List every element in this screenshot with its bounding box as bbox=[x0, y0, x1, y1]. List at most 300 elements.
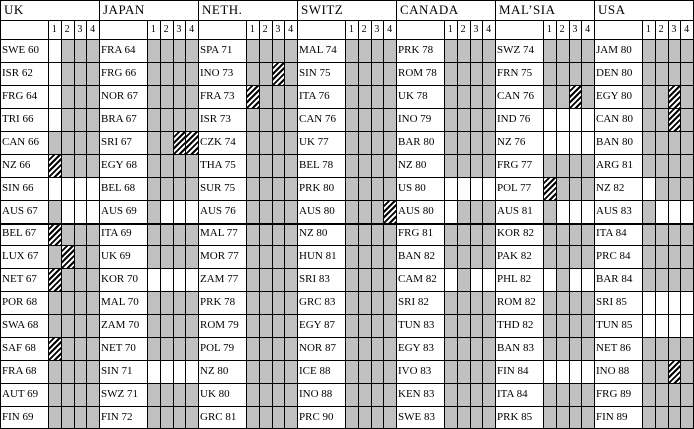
empty-cell bbox=[569, 200, 582, 223]
entry-label: NZ 66 bbox=[2, 158, 31, 171]
shaded-cell bbox=[680, 108, 693, 131]
entry-label: FRG 81 bbox=[398, 227, 434, 240]
shaded-cell bbox=[482, 154, 495, 177]
shaded-cell bbox=[581, 177, 594, 200]
shaded-cell bbox=[556, 177, 569, 200]
entry-label: MAL 77 bbox=[200, 227, 238, 240]
entry-label: FRN 75 bbox=[497, 66, 533, 79]
entry-label: JAM 80 bbox=[596, 43, 632, 56]
shaded-cell bbox=[668, 223, 681, 246]
shaded-cell bbox=[272, 85, 285, 108]
entry-label: INO 88 bbox=[596, 365, 630, 378]
grid-line bbox=[495, 0, 496, 429]
entry-label: INO 79 bbox=[398, 112, 432, 125]
shaded-cell bbox=[185, 291, 198, 314]
entry-label: BAR 84 bbox=[596, 273, 633, 286]
shaded-cell bbox=[482, 291, 495, 314]
empty-cell bbox=[581, 131, 594, 154]
shaded-cell bbox=[457, 200, 470, 223]
entry-label: ISR 62 bbox=[2, 66, 33, 79]
team-header: CANADA bbox=[400, 2, 459, 17]
shaded-cell bbox=[543, 337, 556, 360]
empty-cell bbox=[444, 268, 457, 291]
shaded-cell bbox=[86, 268, 99, 291]
shaded-cell bbox=[482, 360, 495, 383]
shaded-cell bbox=[246, 291, 259, 314]
entry-label: UK 80 bbox=[200, 388, 230, 401]
shaded-cell bbox=[185, 383, 198, 406]
empty-cell bbox=[655, 314, 668, 337]
shaded-cell bbox=[61, 406, 74, 429]
entry-label: KEN 83 bbox=[398, 388, 435, 401]
shaded-cell bbox=[371, 383, 384, 406]
shaded-cell bbox=[383, 383, 396, 406]
team-header: NETH. bbox=[202, 2, 243, 17]
shaded-cell bbox=[543, 223, 556, 246]
shaded-cell bbox=[444, 337, 457, 360]
grid-line bbox=[0, 383, 694, 384]
shaded-cell bbox=[147, 200, 160, 223]
shaded-cell bbox=[185, 39, 198, 62]
entry-label: NZ 76 bbox=[497, 135, 526, 148]
shaded-cell bbox=[569, 406, 582, 429]
shaded-cell bbox=[86, 337, 99, 360]
entry-label: FRA 68 bbox=[2, 365, 37, 378]
shaded-cell bbox=[358, 383, 371, 406]
shaded-cell bbox=[470, 62, 483, 85]
shaded-cell bbox=[444, 108, 457, 131]
empty-cell bbox=[61, 177, 74, 200]
shaded-cell bbox=[556, 85, 569, 108]
shaded-cell bbox=[61, 360, 74, 383]
shaded-cell bbox=[470, 85, 483, 108]
shaded-cell bbox=[556, 383, 569, 406]
shaded-cell bbox=[556, 291, 569, 314]
empty-cell bbox=[48, 85, 61, 108]
empty-cell bbox=[48, 62, 61, 85]
team-header: UK bbox=[4, 2, 24, 17]
shaded-cell bbox=[457, 268, 470, 291]
empty-cell bbox=[482, 177, 495, 200]
shaded-cell bbox=[284, 154, 297, 177]
entry-label: TUN 85 bbox=[596, 319, 633, 332]
shaded-cell bbox=[383, 245, 396, 268]
shaded-cell bbox=[284, 291, 297, 314]
shaded-cell bbox=[655, 223, 668, 246]
empty-cell bbox=[569, 108, 582, 131]
entry-label: NET 67 bbox=[2, 273, 37, 286]
empty-cell bbox=[680, 314, 693, 337]
grid-line bbox=[0, 108, 694, 109]
quarter-number: 4 bbox=[486, 24, 492, 35]
shaded-cell bbox=[383, 223, 396, 246]
shaded-cell bbox=[345, 154, 358, 177]
shaded-cell bbox=[668, 383, 681, 406]
shaded-cell bbox=[185, 223, 198, 246]
shaded-cell bbox=[581, 223, 594, 246]
quarter-number: 2 bbox=[64, 24, 70, 35]
shaded-cell bbox=[581, 245, 594, 268]
grid-line bbox=[0, 0, 694, 1]
shaded-cell bbox=[543, 154, 556, 177]
shaded-cell bbox=[444, 291, 457, 314]
shaded-cell bbox=[470, 314, 483, 337]
shaded-cell bbox=[284, 245, 297, 268]
shaded-cell bbox=[383, 337, 396, 360]
entry-label: AUS 76 bbox=[200, 204, 236, 217]
shaded-cell bbox=[284, 383, 297, 406]
entry-label: POR 68 bbox=[2, 296, 38, 309]
hatched-cell bbox=[185, 131, 198, 154]
quarter-number: 1 bbox=[51, 24, 57, 35]
shaded-cell bbox=[185, 406, 198, 429]
quarter-number: 2 bbox=[163, 24, 169, 35]
quarter-number: 4 bbox=[90, 24, 96, 35]
shaded-cell bbox=[383, 314, 396, 337]
shaded-cell bbox=[470, 406, 483, 429]
shaded-cell bbox=[147, 223, 160, 246]
grid-line bbox=[0, 406, 694, 407]
shaded-cell bbox=[160, 245, 173, 268]
shaded-cell bbox=[482, 108, 495, 131]
shaded-cell bbox=[556, 337, 569, 360]
entry-label: PRK 78 bbox=[398, 43, 434, 56]
shaded-cell bbox=[383, 268, 396, 291]
hatched-cell bbox=[543, 177, 556, 200]
shaded-cell bbox=[61, 62, 74, 85]
shaded-cell bbox=[581, 406, 594, 429]
shaded-cell bbox=[74, 39, 87, 62]
shaded-cell bbox=[383, 108, 396, 131]
shaded-cell bbox=[185, 85, 198, 108]
entry-label: ITA 69 bbox=[101, 227, 132, 240]
shaded-cell bbox=[345, 291, 358, 314]
shaded-cell bbox=[86, 360, 99, 383]
shaded-cell bbox=[284, 200, 297, 223]
shaded-cell bbox=[569, 223, 582, 246]
shaded-cell bbox=[569, 314, 582, 337]
shaded-cell bbox=[680, 154, 693, 177]
entry-label: EGY 68 bbox=[101, 158, 137, 171]
entry-label: PRK 78 bbox=[200, 296, 236, 309]
shaded-cell bbox=[173, 223, 186, 246]
shaded-cell bbox=[556, 245, 569, 268]
entry-label: SRI 82 bbox=[398, 296, 429, 309]
shaded-cell bbox=[556, 314, 569, 337]
entry-label: EGY 83 bbox=[398, 342, 434, 355]
empty-cell bbox=[543, 131, 556, 154]
shaded-cell bbox=[259, 383, 272, 406]
empty-cell bbox=[581, 268, 594, 291]
shaded-cell bbox=[358, 131, 371, 154]
shaded-cell bbox=[284, 337, 297, 360]
entry-label: IVO 83 bbox=[398, 365, 432, 378]
entry-label: ROM 78 bbox=[398, 66, 437, 79]
shaded-cell bbox=[543, 39, 556, 62]
hatched-cell bbox=[668, 85, 681, 108]
empty-cell bbox=[543, 268, 556, 291]
entry-label: NET 70 bbox=[101, 342, 136, 355]
quarter-number: 4 bbox=[189, 24, 195, 35]
entry-label: SRI 85 bbox=[596, 296, 627, 309]
shaded-cell bbox=[457, 314, 470, 337]
shaded-cell bbox=[61, 108, 74, 131]
shaded-cell bbox=[470, 291, 483, 314]
entry-label: HUN 81 bbox=[299, 250, 337, 263]
empty-cell bbox=[185, 360, 198, 383]
shaded-cell bbox=[543, 200, 556, 223]
empty-cell bbox=[556, 131, 569, 154]
shaded-cell bbox=[668, 39, 681, 62]
empty-cell bbox=[160, 268, 173, 291]
shaded-cell bbox=[444, 245, 457, 268]
shaded-cell bbox=[680, 360, 693, 383]
shaded-cell bbox=[642, 337, 655, 360]
team-header: SWITZ bbox=[301, 2, 344, 17]
shaded-cell bbox=[147, 383, 160, 406]
shaded-cell bbox=[61, 131, 74, 154]
entry-label: FIN 69 bbox=[2, 411, 34, 424]
shaded-cell bbox=[246, 200, 259, 223]
entry-label: MOR 77 bbox=[200, 250, 239, 263]
shaded-cell bbox=[371, 85, 384, 108]
entry-label: KOR 82 bbox=[497, 227, 534, 240]
shaded-cell bbox=[259, 39, 272, 62]
shaded-cell bbox=[444, 62, 457, 85]
shaded-cell bbox=[457, 85, 470, 108]
shaded-cell bbox=[259, 131, 272, 154]
shaded-cell bbox=[457, 108, 470, 131]
shaded-cell bbox=[272, 223, 285, 246]
grid-line bbox=[297, 0, 298, 429]
shaded-cell bbox=[48, 245, 61, 268]
shaded-cell bbox=[358, 85, 371, 108]
grid-line bbox=[0, 223, 694, 225]
hatched-cell bbox=[48, 268, 61, 291]
entry-label: BAN 80 bbox=[596, 135, 633, 148]
quarter-number: 3 bbox=[572, 24, 578, 35]
entry-label: BEL 68 bbox=[101, 181, 136, 194]
quarter-number: 1 bbox=[249, 24, 255, 35]
shaded-cell bbox=[680, 383, 693, 406]
entry-label: PRC 84 bbox=[596, 250, 631, 263]
shaded-cell bbox=[457, 291, 470, 314]
shaded-cell bbox=[259, 291, 272, 314]
shaded-cell bbox=[160, 85, 173, 108]
shaded-cell bbox=[642, 223, 655, 246]
shaded-cell bbox=[147, 337, 160, 360]
grid-line bbox=[0, 0, 1, 429]
shaded-cell bbox=[160, 337, 173, 360]
empty-cell bbox=[444, 177, 457, 200]
shaded-cell bbox=[259, 154, 272, 177]
shaded-cell bbox=[272, 314, 285, 337]
empty-cell bbox=[61, 200, 74, 223]
shaded-cell bbox=[86, 131, 99, 154]
shaded-cell bbox=[185, 314, 198, 337]
grid-line bbox=[0, 245, 694, 246]
shaded-cell bbox=[147, 131, 160, 154]
quarter-number: 2 bbox=[658, 24, 664, 35]
entry-label: FIN 89 bbox=[596, 411, 628, 424]
shaded-cell bbox=[482, 406, 495, 429]
shaded-cell bbox=[272, 108, 285, 131]
shaded-cell bbox=[345, 131, 358, 154]
empty-cell bbox=[680, 291, 693, 314]
shaded-cell bbox=[160, 154, 173, 177]
shaded-cell bbox=[173, 154, 186, 177]
shaded-cell bbox=[482, 223, 495, 246]
shaded-cell bbox=[581, 291, 594, 314]
hatched-cell bbox=[48, 337, 61, 360]
entry-label: SWA 68 bbox=[2, 319, 39, 332]
shaded-cell bbox=[556, 223, 569, 246]
shaded-cell bbox=[246, 268, 259, 291]
shaded-cell bbox=[272, 200, 285, 223]
shaded-cell bbox=[358, 314, 371, 337]
empty-cell bbox=[482, 268, 495, 291]
shaded-cell bbox=[470, 39, 483, 62]
shaded-cell bbox=[246, 360, 259, 383]
shaded-cell bbox=[668, 154, 681, 177]
shaded-cell bbox=[284, 314, 297, 337]
shaded-cell bbox=[160, 223, 173, 246]
quarter-number: 4 bbox=[585, 24, 591, 35]
shaded-cell bbox=[543, 314, 556, 337]
shaded-cell bbox=[160, 177, 173, 200]
shaded-cell bbox=[173, 39, 186, 62]
shaded-cell bbox=[371, 291, 384, 314]
hatched-cell bbox=[246, 85, 259, 108]
empty-cell bbox=[185, 268, 198, 291]
shaded-cell bbox=[642, 360, 655, 383]
shaded-cell bbox=[345, 360, 358, 383]
quarter-number: 2 bbox=[559, 24, 565, 35]
shaded-cell bbox=[371, 223, 384, 246]
shaded-cell bbox=[173, 62, 186, 85]
shaded-cell bbox=[345, 108, 358, 131]
shaded-cell bbox=[246, 337, 259, 360]
entry-label: FRA 73 bbox=[200, 89, 235, 102]
entry-label: ITA 76 bbox=[299, 89, 330, 102]
shaded-cell bbox=[482, 62, 495, 85]
shaded-cell bbox=[444, 131, 457, 154]
empty-cell bbox=[543, 360, 556, 383]
shaded-cell bbox=[457, 62, 470, 85]
shaded-cell bbox=[680, 85, 693, 108]
shaded-cell bbox=[470, 223, 483, 246]
shaded-cell bbox=[358, 337, 371, 360]
shaded-cell bbox=[147, 291, 160, 314]
shaded-cell bbox=[556, 406, 569, 429]
shaded-cell bbox=[259, 223, 272, 246]
entry-label: SIN 71 bbox=[101, 365, 133, 378]
shaded-cell bbox=[246, 383, 259, 406]
team-header: USA bbox=[598, 2, 626, 17]
entry-label: PRK 85 bbox=[497, 411, 533, 424]
shaded-cell bbox=[74, 85, 87, 108]
shaded-cell bbox=[668, 406, 681, 429]
shaded-cell bbox=[74, 314, 87, 337]
shaded-cell bbox=[444, 383, 457, 406]
shaded-cell bbox=[642, 154, 655, 177]
hatched-cell bbox=[48, 154, 61, 177]
entry-label: AUS 67 bbox=[2, 204, 38, 217]
shaded-cell bbox=[680, 268, 693, 291]
shaded-cell bbox=[272, 406, 285, 429]
entry-label: ARG 81 bbox=[596, 158, 633, 171]
shaded-cell bbox=[259, 360, 272, 383]
hatched-cell bbox=[272, 62, 285, 85]
shaded-cell bbox=[160, 406, 173, 429]
grid-line bbox=[396, 0, 397, 429]
entry-label: BAN 82 bbox=[398, 250, 435, 263]
quarter-number: 1 bbox=[447, 24, 453, 35]
entry-label: GRC 83 bbox=[299, 296, 336, 309]
shaded-cell bbox=[444, 360, 457, 383]
entry-label: NZ 82 bbox=[596, 181, 625, 194]
entry-label: PAK 82 bbox=[497, 250, 532, 263]
shaded-cell bbox=[680, 131, 693, 154]
shaded-cell bbox=[272, 245, 285, 268]
shaded-cell bbox=[358, 62, 371, 85]
shaded-cell bbox=[655, 268, 668, 291]
shaded-cell bbox=[371, 39, 384, 62]
shaded-cell bbox=[668, 62, 681, 85]
shaded-cell bbox=[383, 406, 396, 429]
entry-label: UK 69 bbox=[101, 250, 131, 263]
shaded-cell bbox=[358, 223, 371, 246]
entry-label: CAN 76 bbox=[299, 112, 336, 125]
shaded-cell bbox=[371, 245, 384, 268]
shaded-cell bbox=[160, 314, 173, 337]
entry-label: SRI 83 bbox=[299, 273, 330, 286]
shaded-cell bbox=[246, 245, 259, 268]
entry-label: AUS 80 bbox=[299, 204, 335, 217]
empty-cell bbox=[48, 177, 61, 200]
shaded-cell bbox=[160, 62, 173, 85]
shaded-cell bbox=[246, 62, 259, 85]
shaded-cell bbox=[482, 131, 495, 154]
shaded-cell bbox=[74, 291, 87, 314]
shaded-cell bbox=[345, 223, 358, 246]
shaded-cell bbox=[284, 177, 297, 200]
shaded-cell bbox=[444, 39, 457, 62]
quarter-number: 3 bbox=[374, 24, 380, 35]
shaded-cell bbox=[345, 314, 358, 337]
entry-label: FIN 84 bbox=[497, 365, 529, 378]
empty-cell bbox=[668, 200, 681, 223]
shaded-cell bbox=[358, 108, 371, 131]
shaded-cell bbox=[259, 200, 272, 223]
grid-line bbox=[99, 0, 100, 429]
shaded-cell bbox=[345, 245, 358, 268]
shaded-cell bbox=[470, 200, 483, 223]
grid-line bbox=[0, 39, 694, 40]
shaded-cell bbox=[371, 406, 384, 429]
entry-label: FRG 64 bbox=[2, 89, 38, 102]
shaded-cell bbox=[383, 85, 396, 108]
shaded-cell bbox=[160, 291, 173, 314]
shaded-cell bbox=[680, 39, 693, 62]
shaded-cell bbox=[74, 108, 87, 131]
shaded-cell bbox=[61, 337, 74, 360]
empty-cell bbox=[147, 268, 160, 291]
shaded-cell bbox=[371, 268, 384, 291]
shaded-cell bbox=[259, 62, 272, 85]
empty-cell bbox=[74, 177, 87, 200]
shaded-cell bbox=[383, 154, 396, 177]
